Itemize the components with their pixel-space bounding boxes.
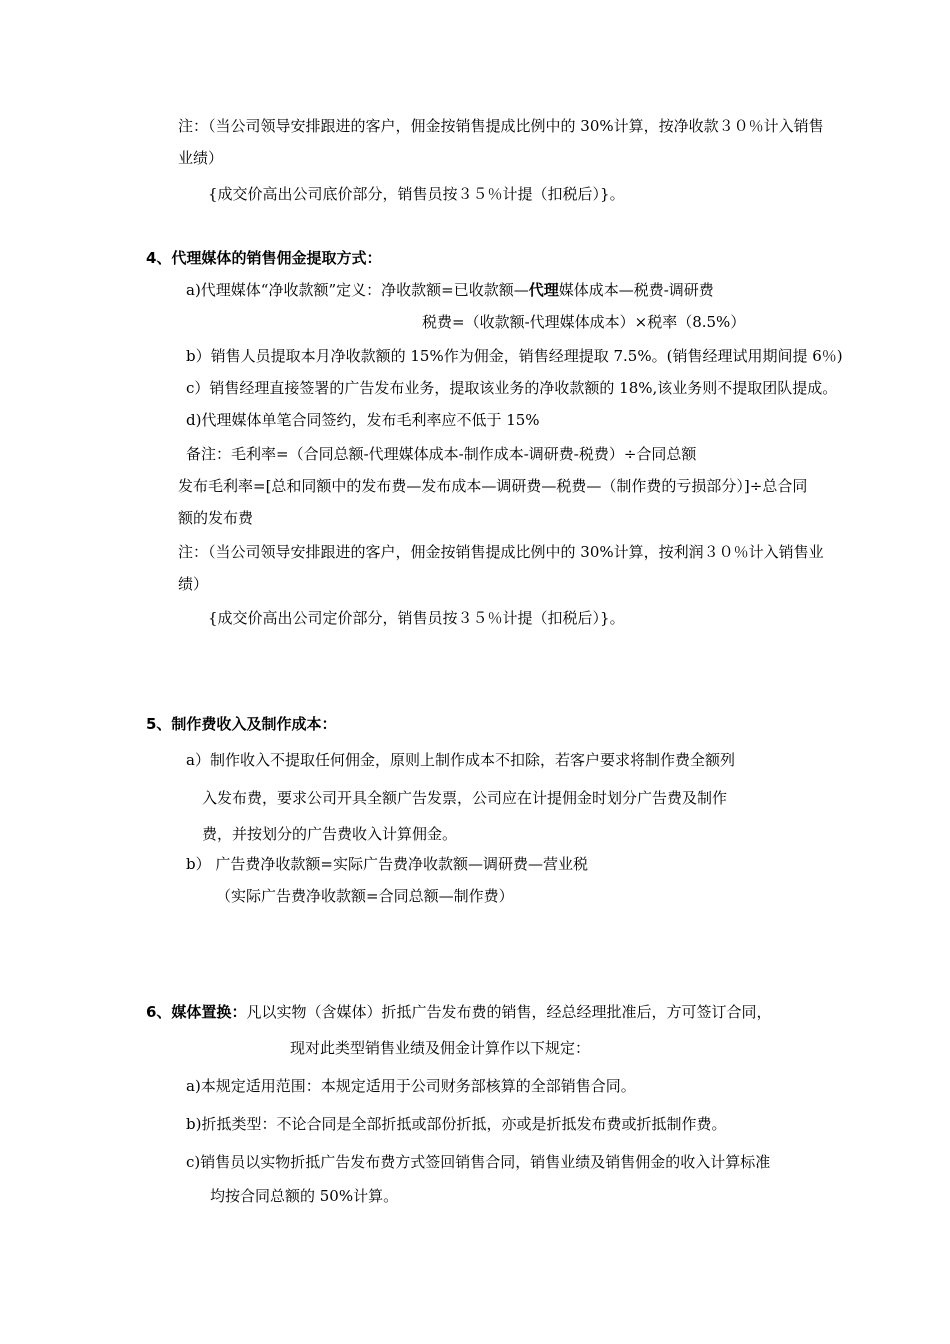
section-4-tax-formula: 税费=（收款额-代理媒体成本）×税率（8.5%） xyxy=(422,313,746,331)
section-6-line-2: 现对此类型销售业绩及佣金计算作以下规定： xyxy=(290,1039,591,1057)
section-5-item-a-line-2: 入发布费，要求公司开具全额广告发票，公司应在计提佣金时划分广告费及制作 xyxy=(202,789,728,807)
section-6-item-b: b)折抵类型：不论合同是全部折抵或部份折抵，亦或是折抵发布费或折抵制作费。 xyxy=(186,1115,727,1133)
top-note-line-3: {成交价高出公司底价部分，销售员按３５％计提（扣税后）}。 xyxy=(208,185,625,203)
section-5-heading: 5、制作费收入及制作成本： xyxy=(146,715,337,733)
section-4-note-line-2: 绩） xyxy=(178,575,209,593)
section-4-note-line-1: 注：（当公司领导安排跟进的客户，佣金按销售提成比例中的 30%计算，按利润３０％计入销售业 xyxy=(178,543,824,561)
section-4-item-c: c）销售经理直接签署的广告发布业务，提取该业务的净收款额的 18%,该业务则不提取团队提成。 xyxy=(186,379,838,397)
section-4-item-a-suffix: 媒体成本—税费-调研费 xyxy=(558,281,714,299)
section-4-remark: 备注：毛利率=（合同总额-代理媒体成本-制作成本-调研费-税费）÷合同总额 xyxy=(186,445,697,463)
section-4-gross-margin-line-1: 发布毛利率=[总和同额中的发布费—发布成本—调研费—税费—（制作费的亏损部分）]÷总合同 xyxy=(178,477,808,495)
top-note-line-1: 注：（当公司领导安排跟进的客户，佣金按销售提成比例中的 30%计算，按净收款３０％计入销售 xyxy=(178,117,824,135)
section-6-item-a: a)本规定适用范围：本规定适用于公司财务部核算的全部销售合同。 xyxy=(186,1077,636,1095)
section-4-note-line-3: {成交价高出公司定价部分，销售员按３５％计提（扣税后）}。 xyxy=(208,609,625,627)
section-4-item-a-prefix: a)代理媒体“净收款额”定义：净收款额=已收款额— xyxy=(186,281,529,299)
section-5-item-b-sub: （实际广告费净收款额=合同总额—制作费） xyxy=(216,887,514,905)
section-4-item-b: b）销售人员提取本月净收款额的 15%作为佣金，销售经理提取 7.5%。(销售经理试用期间提 6％) xyxy=(186,347,843,365)
section-4-gross-margin-line-2: 额的发布费 xyxy=(178,509,254,527)
section-6-item-c-line-1: c)销售员以实物折抵广告发布费方式签回销售合同，销售业绩及销售佣金的收入计算标准 xyxy=(186,1153,771,1171)
section-5-item-a-line-3: 费，并按划分的广告费收入计算佣金。 xyxy=(202,825,458,843)
section-4-item-a-bold: 代理 xyxy=(528,281,559,299)
section-6-item-c-line-2: 均按合同总额的 50%计算。 xyxy=(210,1187,399,1205)
section-6-heading-label: 6、媒体置换： xyxy=(146,1003,247,1021)
section-5-item-a-line-1: a）制作收入不提取任何佣金，原则上制作成本不扣除，若客户要求将制作费全额列 xyxy=(186,751,735,769)
section-5-item-b: b） 广告费净收款额=实际广告费净收款额—调研费—营业税 xyxy=(186,855,588,873)
section-4-item-d: d)代理媒体单笔合同签约，发布毛利率应不低于 15% xyxy=(186,411,540,429)
section-4-heading: 4、代理媒体的销售佣金提取方式： xyxy=(146,249,382,267)
section-4-item-a xyxy=(186,280,714,300)
section-6-heading xyxy=(146,1002,771,1022)
section-6-heading-text: 凡以实物（含媒体）折抵广告发布费的销售，经总经理批准后，方可签订合同， xyxy=(246,1003,772,1021)
top-note-line-2: 业绩） xyxy=(178,149,224,167)
